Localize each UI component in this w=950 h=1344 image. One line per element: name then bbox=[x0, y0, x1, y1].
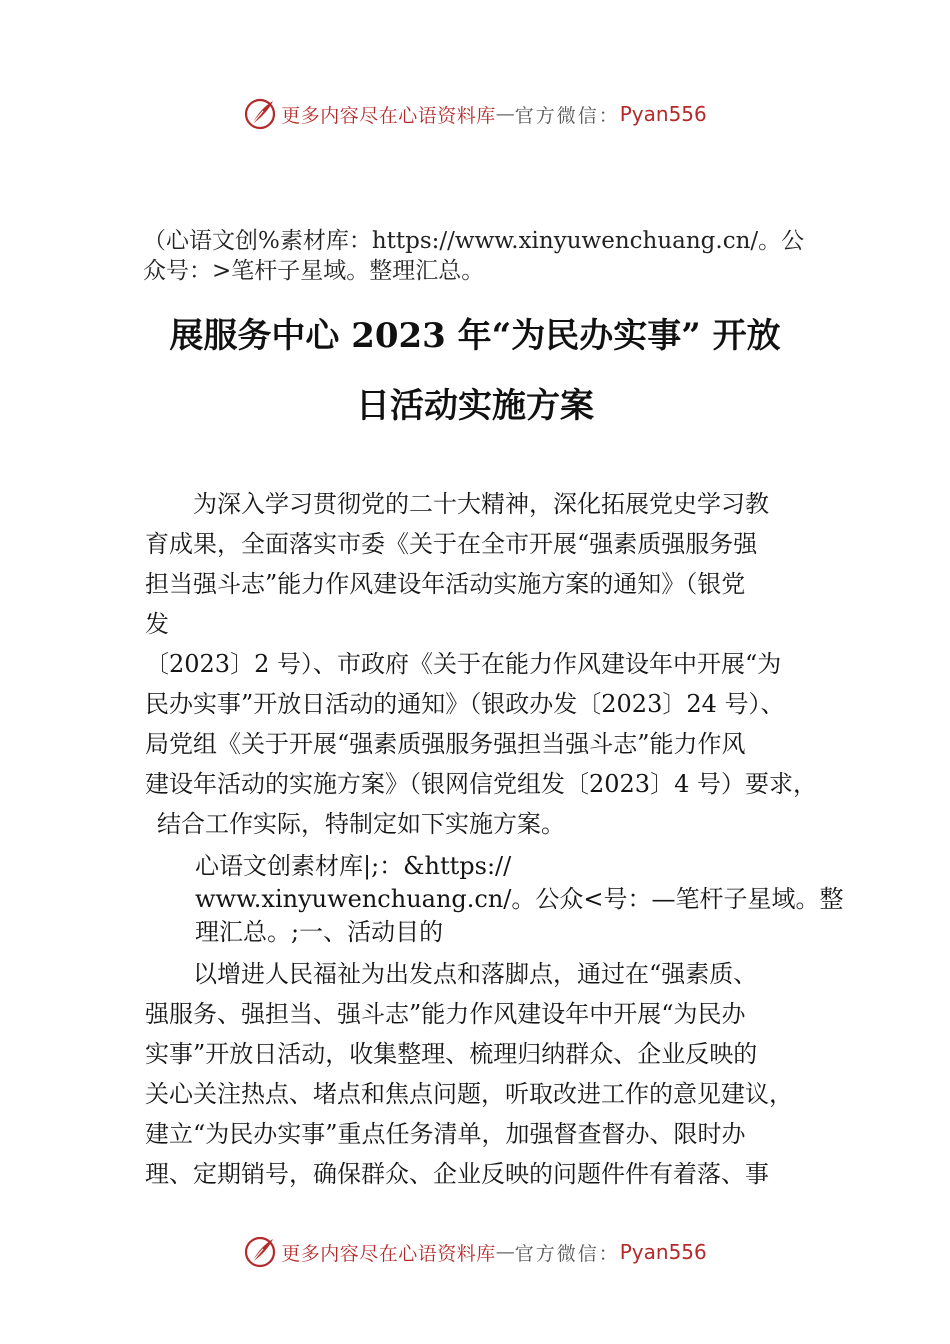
paragraph-2-line: 关心关注热点、堵点和焦点问题，听取改进工作的意见建议， bbox=[145, 1080, 793, 1108]
insert-note-line: 心语文创素材库|;：&https:// bbox=[195, 852, 512, 880]
watermark-wechat-id: Pyan556 bbox=[619, 102, 707, 126]
document-title-line-1: 展服务中心 2023 年“为民办实事” 开放 bbox=[169, 316, 781, 356]
paragraph-1-line: 民办实事”开放日活动的通知》（银政办发〔2023〕24 号）、 bbox=[145, 690, 785, 718]
footer-watermark bbox=[0, 1232, 950, 1272]
insert-note-line: www.xinyuwenchuang.cn/。公众<号：—笔杆子星域。整 bbox=[195, 885, 844, 913]
watermark-site-text: 更多内容尽在心语资料库 bbox=[281, 104, 496, 127]
source-note bbox=[143, 226, 833, 286]
paragraph-1-line: 发 bbox=[145, 610, 169, 638]
paragraph-1-line: 〔2023〕2 号）、市政府《关于在能力作风建设年中开展“为 bbox=[145, 650, 782, 678]
document-title-line-2: 日活动实施方案 bbox=[356, 386, 594, 426]
quill-logo-icon bbox=[243, 1235, 277, 1269]
paragraph-1-line: 局党组《关于开展“强素质强服务强担当强斗志”能力作风 bbox=[145, 730, 746, 758]
paragraph-2-line: 建立“为民办实事”重点任务清单，加强督查督办、限时办 bbox=[145, 1120, 746, 1148]
watermark-dash: — bbox=[495, 1241, 515, 1263]
insert-note-line: 理汇总。;一、活动目的 bbox=[195, 918, 444, 946]
paragraph-1-line: 建设年活动的实施方案》（银网信党组发〔2023〕4 号）要求， bbox=[145, 770, 817, 798]
header-watermark bbox=[0, 94, 950, 134]
watermark-dash: — bbox=[495, 103, 515, 125]
paragraph-1-line: 育成果，全面落实市委《关于在全市开展“强素质强服务强 bbox=[145, 530, 758, 558]
paragraph-1-line: 为深入学习贯彻党的二十大精神，深化拓展党史学习教 bbox=[193, 490, 769, 518]
paragraph-2-line: 实事”开放日活动，收集整理、梳理归纳群众、企业反映的 bbox=[145, 1040, 758, 1068]
watermark-wechat-label: 官方微信： bbox=[514, 104, 620, 127]
watermark-wechat-label: 官方微信： bbox=[514, 1242, 620, 1265]
paragraph-2-line: 理、定期销号，确保群众、企业反映的问题件件有着落、事 bbox=[145, 1160, 769, 1188]
paragraph-2-line: 以增进人民福祉为出发点和落脚点，通过在“强素质、 bbox=[193, 960, 758, 988]
source-note-line: 众号：>笔杆子星域。整理汇总。 bbox=[143, 258, 485, 284]
paragraph-1-line: 担当强斗志”能力作风建设年活动实施方案的通知》（银党 bbox=[145, 570, 746, 598]
quill-logo-icon bbox=[243, 97, 277, 131]
source-note-line: （心语文创%素材库：https://www.xinyuwenchuang.cn/。公 bbox=[143, 228, 805, 254]
watermark-site-text: 更多内容尽在心语资料库 bbox=[281, 1242, 496, 1265]
paragraph-1-line: 结合工作实际，特制定如下实施方案。 bbox=[157, 810, 565, 838]
paragraph-2-line: 强服务、强担当、强斗志”能力作风建设年中开展“为民办 bbox=[145, 1000, 746, 1028]
watermark-wechat-id: Pyan556 bbox=[619, 1240, 707, 1264]
